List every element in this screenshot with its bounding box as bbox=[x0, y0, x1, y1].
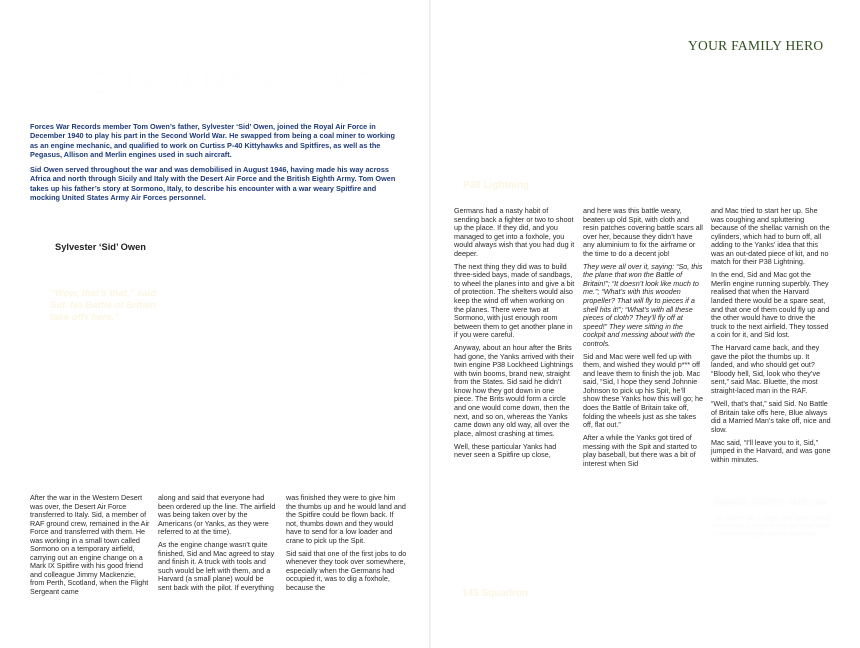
body-paragraph: Well, these particular Yanks had never seen a Spitfire up close, bbox=[454, 441, 557, 460]
body-column bbox=[286, 494, 407, 597]
body-paragraph: Germans had a nasty habit of sending back a fighter or two to shoot up the place. If they did, and you managed to get into a foxhole, you would always wish that you had dug it deeper. bbox=[454, 206, 575, 258]
body-paragraph: Mac said, “I’ll leave you to it, Sid,” jumped in the Harvard, and was gone within minutes. bbox=[711, 437, 831, 464]
body-paragraph: After a while the Yanks got tired of messing with the Spit and started to play baseball, but there was a bit of interest when Sid bbox=[583, 433, 697, 468]
body-column bbox=[583, 207, 704, 473]
sidebar-box bbox=[713, 497, 833, 617]
body-paragraph: Sid and Mac were well fed up with them, and wished they would p*** off and leave them to finish the job. Mac said, “Sid, I hope they send Johnnie Johnson to pick up his Spit, he’ll show these Yanks how this will go; he does the Battle of Britain take off, folding the wheels just as she takes off, flat out.” bbox=[583, 351, 703, 430]
body-paragraph: As the engine change wasn’t quite finished, Sid and Mac agreed to stay and finish it. A truck with tools and such would be left with them, and a Harvard (a small plane) would be sent back with the pilot. If everything bbox=[158, 540, 275, 592]
body-paragraph: and here was this battle weary, beaten up old Spit, with cloth and resin patches covering battle scars all over her, because they didn’t have any aluminium to fix the airframe or the time to do a decent job! bbox=[583, 206, 703, 258]
intro-text bbox=[30, 122, 402, 208]
body-column bbox=[158, 494, 279, 597]
left-page-body bbox=[30, 494, 410, 614]
photo-caption: Sylvester ‘Sid’ Owen bbox=[55, 242, 146, 252]
sidebar-text: The Spitfire was a single-seat fighter aircraft used by the Royal Air Force and other Allied countries during the Second World War. bbox=[713, 516, 831, 538]
body-paragraph: The Harvard came back, and they gave the pilot the thumbs up. It landed, and who should get out? “Bloody hell, Sid, look who they’ve sent,” said Mac. Bluette, the most straight-laced man in the RAF. bbox=[711, 343, 821, 395]
page-title: YOUR FAMILY HERO bbox=[66, 64, 375, 99]
body-paragraph: was finished they were to give him the thumbs up and he would land and the Spitfire could be flown back. If not, thumbs down and they would have to send for a low loader and crane to pick up the Spit. bbox=[286, 493, 406, 545]
body-column bbox=[711, 207, 832, 469]
body-column bbox=[454, 207, 575, 464]
body-paragraph: and Mac tried to start her up. She was coughing and spluttering because of the shellac varnish on the cylinders, which had to burn off, all adding to the Yanks’ idea that this was an out-dated piece of kit, and no match for their P38 Lightning. bbox=[711, 206, 830, 267]
body-column bbox=[30, 494, 151, 601]
intro-paragraph: Sid Owen served throughout the war and was demobilised in August 1946, having made his way across Africa and north through Sicily and Italy with the Desert Air Force and the British Eighth Army. Tom Owen takes up his father’s story at Sormono, Italy, to describe his encounter with a war weary Spitfire and mocking United States Army Air Forces personnel. bbox=[30, 165, 396, 203]
body-paragraph: “Well, that’s that,” said Sid. No Battle of Britain take offs here, Blue always did a Married Man’s take off, nice and slow. bbox=[711, 398, 831, 434]
body-paragraph: After the war in the Western Desert was over, the Desert Air Force transferred to Italy. Sid, a member of RAF ground crew, remained in the Air Force and transferred with them. He was working in a small town called Sormono on a temporary airfield, carrying out an engine change on a Mark IX Spitfire with his good friend and colleague Jimmy Mackenzie, from Perth, Scotland, when the Flight Sergeant came bbox=[30, 493, 150, 597]
page-gutter bbox=[429, 0, 431, 648]
sidebar-title: Special Spitfire features bbox=[713, 497, 827, 508]
body-paragraph: along and said that everyone had been ordered up the line. The airfield was being taken over by the Americans (or Yanks, as they were referred to at the time). bbox=[158, 493, 276, 537]
body-paragraph: Anyway, about an hour after the Brits had gone, the Yanks arrived with their twin engine P38 Lockheed Lightnings with twin booms, brand new, straight from the States. Sid said he didn’t know how they got down in one piece. The Brits would form a circle and one would come down, then the next, and so on, whereas the Yanks came down any old way, all over the place, almost crashing at times. bbox=[454, 343, 574, 438]
intro-paragraph: Forces War Records member Tom Owen’s father, Sylvester ‘Sid’ Owen, joined the Royal Air Force in December 1940 to play his part in the Second World War. He swapped from being a coal miner to working as an engine mechanic, and qualified to work on Curtiss P-40 Kittyhawks and Spitfires, as well as the Pegasus, Allison and Merlin engines used in such aircraft. bbox=[30, 122, 395, 159]
pull-quote: “Wow, that’s that,” said Sid. No Battle of Britain take offs here.” bbox=[50, 288, 157, 323]
running-title: YOUR FAMILY HERO bbox=[688, 38, 824, 53]
body-paragraph: In the end, Sid and Mac got the Merlin engine running superbly. They realised that when the Harvard landed there would be a spare seat, and that one of them could fly up and the other would have to drive the truck to the next airfield. They tossed a coin for it, and Sid lost. bbox=[711, 270, 830, 340]
body-paragraph: They were all over it, saying: “So, this the plane that won the Battle of Britain!”; “It doesn’t look like much to me.”; “What’s with this wooden propeller? That will fly to pieces if a shell hits it!”; “What’s with all these pieces of cloth? They’ll fly off at speed!” They were sitting in the cockpit and messing about with the controls. bbox=[583, 261, 703, 348]
section-heading-p38: P38 Lightning bbox=[463, 180, 530, 191]
right-page-body bbox=[454, 207, 832, 487]
body-paragraph: Sid said that one of the first jobs to do whenever they took over somewhere, especially when the Germans had occupied it, was to dig a foxhole, because the bbox=[286, 548, 407, 592]
section-heading-squadron: 145 Squadron bbox=[462, 588, 529, 599]
body-paragraph: The next thing they did was to build three-sided bays, made of sandbags, to wheel the planes into and give a bit of protection. The shelters would also keep the wind off when working on the planes. There were two at Sormono, with just enough room between them to get another plane in if you were careful. bbox=[454, 261, 575, 340]
